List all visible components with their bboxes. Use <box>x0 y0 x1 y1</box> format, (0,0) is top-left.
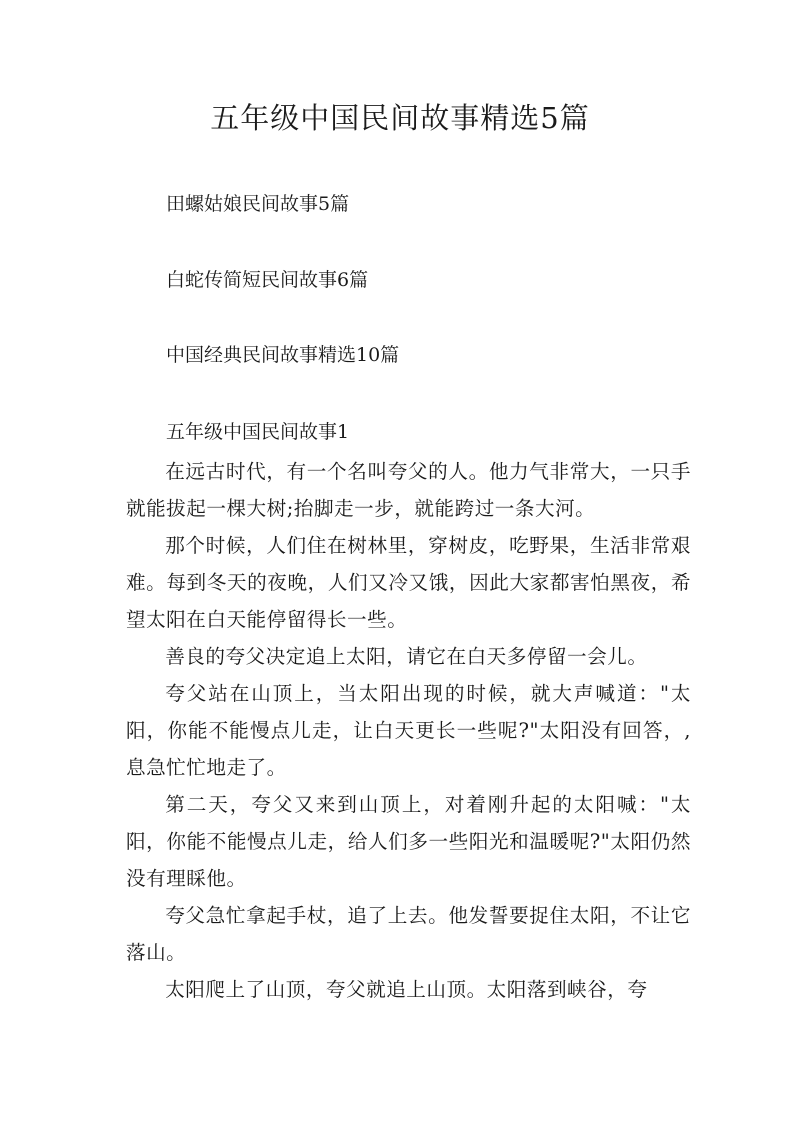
toc-item: 中国经典民间故事精选10篇 <box>166 344 400 366</box>
story-body <box>126 453 691 1008</box>
toc-item: 田螺姑娘民间故事5篇 <box>166 193 350 215</box>
document-title: 五年级中国民间故事精选5篇 <box>210 101 590 135</box>
paragraph: 太阳爬上了山顶，夸父就追上山顶。太阳落到峡谷，夸 <box>165 978 648 1001</box>
paragraph: 第二天，夸父又来到山顶上，对着刚升起的太阳喊："太阳，你能不能慢点儿走，给人们多一些阳光和温暖呢?"太阳仍然没有理睬他。 <box>126 793 691 890</box>
paragraph: 夸父急忙拿起手杖，追了上去。他发誓要捉住太阳，不让它落山。 <box>126 904 691 964</box>
toc-item: 白蛇传简短民间故事6篇 <box>166 269 369 291</box>
paragraph: 在远古时代，有一个名叫夸父的人。他力气非常大，一只手就能拔起一棵大树;抬脚走一步，就能跨过一条大河。 <box>126 460 691 520</box>
paragraph: 那个时候，人们住在树林里，穿树皮，吃野果，生活非常艰难。每到冬天的夜晚，人们又冷又饿，因此大家都害怕黑夜，希望太阳在白天能停留得长一些。 <box>126 534 691 631</box>
paragraph: 善良的夸父决定追上太阳，请它在白天多停留一会儿。 <box>165 645 648 668</box>
section-heading: 五年级中国民间故事1 <box>166 421 350 443</box>
paragraph: 夸父站在山顶上，当太阳出现的时候，就大声喊道："太阳，你能不能慢点儿走，让白天更长一些呢?"太阳没有回答，,息急忙忙地走了。 <box>126 682 691 779</box>
